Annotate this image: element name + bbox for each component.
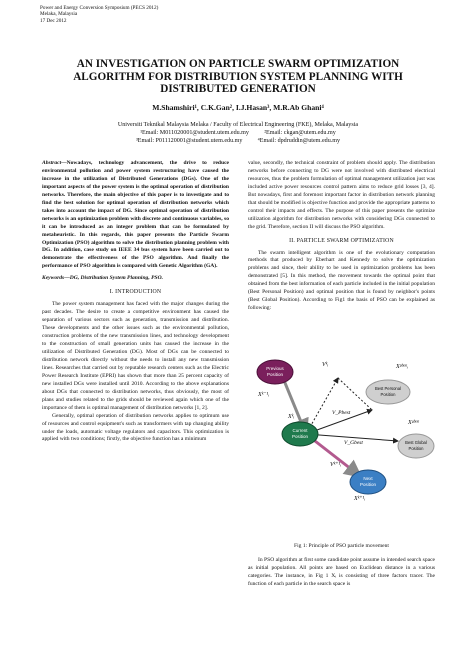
abstract xyxy=(42,160,229,271)
label-xk: Xᵏᵢ xyxy=(288,414,295,421)
gbest-label-l1: Best Global xyxy=(405,440,427,446)
figure-caption: Fig 1: Principle of PSO particle movement xyxy=(294,543,389,550)
previous-label-l1: Previous xyxy=(266,366,284,372)
affiliation-emails-1: ¹Email: M011020001@student.utem.edu.my ²Email: ckgan@utem.edu.my xyxy=(140,129,336,136)
abstract-label: Abstract xyxy=(42,160,62,166)
label-vk: Vᵏᵢ xyxy=(322,362,329,369)
label-vgbest: V_Gbest xyxy=(344,440,363,447)
pso-paragraph-1: The swarm intelligent algorithm is one of the evolutionary computation methods that produced by Eberhart and Kennedy to solve the optimization problems and since, their ability to be used in optimization problems has been demonstrated [5]. In this method, the movement towards the optimal point that obtained from the best information of each particle included in the initial population (Best Personal Position) and optimal position that is found by neighbor's points (Best Global Position). According to Fig1 the basis of PSO can be explained as following: xyxy=(248,249,435,312)
author-list: M.Shamshiri¹, C.K.Gan², I.J.Hasan³, M.R.Ab Ghani⁴ xyxy=(152,103,324,112)
intro-paragraph-1: The power system management has faced with the major changes during the past decades. The desire to create a competitive environment has caused the separation of various sectors such as generation, transmission and distribution. These developments and the other issues such as the environmental pollution, construction problems of the new transmission lines, and technology development to the construction of small generation units has caused the increase in the utilization of Distributed Generation (DG). Most of DGs can be connected to distribution network directly without the needs to install any new transmission lines. Researches that carried out by reputable research centers such as the Electric Power Research Institute (EPRI) has shown that more than 25 percent capacity of new installed DGs were installed until 2010. According to the above explanations about DGs that connected to distribution networks, thus obviously, the most of plans and studies related to the grids should be reviewed again which one of the importance of them is optimal management of distribution networks [1, 2]. xyxy=(42,301,229,411)
gbest-label-l2: Position xyxy=(408,446,424,452)
next-label-l1: Next xyxy=(363,476,373,482)
conference-header xyxy=(40,5,158,24)
conference-name: Power and Energy Conversion Symposium (PECS 2012) xyxy=(40,5,159,11)
affiliation-emails-2: ³Email: P011120001@student.utem.edu.my ⁴Email: dpdruddin@utem.edu.my xyxy=(135,137,341,144)
intro-paragraph-2: Generally, optimal operation of distribution networks applies to optimum use of resources and control equipment's such as transformers with tap changing ability under the loads, automatic voltage regulators and capacitors. This optimization is applied with two conditions; firstly, the objective function has a minimum xyxy=(42,412,229,443)
pso-paragraph-2: In PSO algorithm at first some candidate point assume in intended search space as initial population. All points are based on Euclidean distance in a various categories. The instance, in Fig 1 Xᵢ is consisting of three factors tracer. The function of each particle in the search space is xyxy=(248,557,435,587)
left-column xyxy=(42,160,229,444)
label-xk-prev: Xᵏ⁻¹ᵢ xyxy=(258,392,270,399)
pbest-label-l1: Best Personal xyxy=(374,386,402,392)
label-xpbest: Xᵖᵇᵉˢᵗᵢ xyxy=(396,364,408,371)
conference-location: Melaka, Malaysia xyxy=(40,11,78,18)
section-heading-pso: II. PARTICLE SWARM OPTIMIZATION xyxy=(289,237,394,244)
title-line-3: DISTRIBUTED GENERATION xyxy=(160,83,316,96)
current-label-l1: Current xyxy=(292,428,308,434)
pso-diagram xyxy=(248,316,435,541)
conference-date: 17 Dec 2012 xyxy=(40,17,67,24)
pso-figure xyxy=(248,316,435,541)
affiliation-institution: Universiti Teknikal Malaysia Melaka / Faculty of Electrical Engineering (FKE), Melaka, Malaysia xyxy=(117,122,359,128)
section-heading-introduction: I. INTRODUCTION xyxy=(109,289,162,296)
title-line-1: AN INVESTIGATION ON PARTICLE SWARM OPTIMIZATION xyxy=(76,58,400,70)
label-xgbest: Xᵍᵇᵉˢᵗ xyxy=(408,420,419,427)
current-label-l2: Position xyxy=(291,434,309,440)
paper-title xyxy=(40,58,436,96)
keywords: Keywords—DG, Distribution System Planning, PSO. xyxy=(42,275,163,282)
previous-label-l2: Position xyxy=(266,372,284,378)
title-line-2: ALGORITHM FOR DISTRIBUTION SYSTEM PLANNING WITH xyxy=(73,70,403,83)
affiliation xyxy=(40,122,436,145)
abstract-text: —Nowadays, technology advancement, the drive to reduce environmental pollution and power system restructuring have caused the increase in the utilization of Distributed Generations (DGs). One of the important aspects of the power system is the optimal operation of distribution networks. Therefore, the main objective of this paper is to investigate and to find the best solution for optimal operation of distribution networks which takes into account the impact of DG. Since optimal operation of distribution networks is an optimization problem with discrete and continuous variables, so it can be introduced as an integer problem that can be formulated by metaheuristic. In this regards, this paper presents the Particle Swarm Optimization (PSO) algorithm to solve the distribution planning problem with DG. In addition, case study on IEEE 34 bus system have been carried out to demonstrate the effectiveness of the PSO algorithm. And finally the performance of PSO algorithm is compared with Genetic Algorithm (GA). xyxy=(42,160,229,270)
next-label-l2: Position xyxy=(359,482,377,488)
right-column xyxy=(248,160,435,589)
label-vk1: Vᵏ⁺¹ᵢ xyxy=(330,462,342,469)
intro-paragraph-3: value, secondly, the technical constraint of problem should apply. The distribution networks before connecting to DG were not involved with distributed electrical resources, thus the problem formulation of optimal management utilization just was included active power resources control pattern aims to reduce grid losses [3, 4]. But nowadays, first and foremost important factor in distribution network planning that should be modified is objective function and provide the appropriate patterns to control their impacts and effects. The purpose of this paper presents the optimize utilization algorithm for distribution networks with considering DGs connected to the grid. Therefore, section II will discuss the PSO algorithm. xyxy=(248,160,435,230)
label-vpbest: V_Pbest xyxy=(332,410,351,417)
pbest-label-l2: Position xyxy=(380,392,396,398)
label-xk1: Xᵏ⁺¹ᵢ xyxy=(354,496,366,503)
